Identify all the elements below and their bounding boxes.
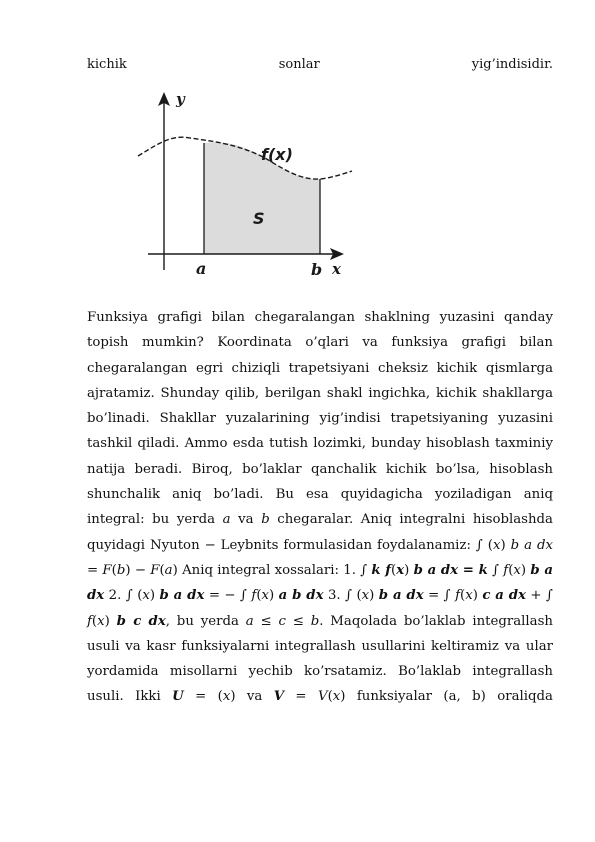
math-inequality: a ≤ c ≤ b	[245, 613, 320, 629]
math-expr: b a dx	[87, 562, 553, 604]
text-run: Funksiya grafigi bilan chegaralangan shaklning yuzasini qanday topish mumkin? Koordinata o’qlari va funksiya grafigi bilan chegaralangan egri chiziqli trapetsiyani cheksiz kichik qismlarga ajratamiz. Shunday qilib, berilgan shakl ingichka, kichik shakllarga bo’linadi. Shakllar yuzalarining yig’indisi trapetsiyaning yuzasini tashkil qiladi. Ammo esda tutish lozimki, bunday hisoblash taxminiy natija beradi. Biroq, bo’laklar qanchalik kichik bo’lsa, hisoblash shunchalik aniq bo’ladi. Bu esa quyidagicha yoziladigan aniq integral: bu yerda	[87, 310, 553, 528]
text-run: (	[159, 562, 165, 578]
text-run: )	[472, 588, 483, 604]
x-axis-label: x	[332, 260, 341, 278]
math-expr: c a dx	[482, 588, 526, 604]
b-label: b	[311, 260, 323, 279]
text-run: ) funksiyalar (a, b) oraliqda	[340, 689, 553, 705]
text-run: 3. ∫ (	[323, 588, 362, 604]
math-a: a	[222, 512, 231, 528]
math-x: x	[396, 562, 405, 578]
header-word-2: sonlar	[278, 57, 320, 72]
header-word-3: yig’indisidir.	[471, 57, 553, 72]
math-F: F	[150, 562, 160, 578]
text-run: )	[149, 588, 160, 604]
text-run: (	[327, 689, 333, 705]
integral-figure	[130, 88, 360, 284]
math-x: x	[332, 689, 341, 705]
math-expr: a b dx	[278, 588, 324, 604]
math-x: x	[465, 588, 473, 604]
math-f: f	[503, 562, 509, 578]
math-a: a	[164, 562, 173, 578]
math-kf: k f	[371, 562, 392, 578]
math-x: x	[142, 588, 150, 604]
text-run: ∫	[487, 562, 504, 578]
math-U: U	[172, 689, 184, 705]
text-run: chegaralar. Aniq integralni hisoblashda quyidagi Nyuton − Leybnits formulasidan foydalanamiz: ∫ (	[87, 512, 553, 553]
math-x: x	[261, 588, 270, 604]
function-label: f(x)	[261, 145, 293, 164]
integral-diagram	[130, 88, 360, 284]
math-x: x	[97, 613, 105, 629]
math-b: b	[261, 512, 270, 528]
text-run: )	[369, 588, 379, 604]
text-run: (	[256, 588, 262, 604]
text-run: (	[459, 588, 466, 604]
paragraph-text	[87, 305, 553, 710]
area-label: S	[253, 209, 265, 228]
math-expr: b c dx	[116, 613, 166, 629]
text-run: ) Aniq integral xossalari: 1. ∫	[172, 562, 372, 578]
text-run: + ∫	[525, 588, 553, 604]
math-x: x	[513, 562, 521, 578]
text-run: = ∫	[423, 588, 456, 604]
text-run: )	[104, 613, 117, 629]
text-run: (	[91, 613, 98, 629]
math-expr: b a dx = F	[87, 537, 553, 578]
a-label: a	[196, 259, 207, 278]
math-x: x	[361, 588, 370, 604]
math-V: V	[317, 689, 328, 705]
header-line	[87, 57, 553, 72]
body-paragraph	[87, 305, 553, 710]
text-run: (	[508, 562, 514, 578]
y-axis-label: y	[176, 90, 185, 108]
math-f: f	[455, 588, 460, 604]
text-run: . Maqolada bo’laklab integrallash usuli va kasr funksiyalarni integrallash usullarini keltiramiz va ular yordamida misollarni yechib ko’rsatamiz. Bo’laklab integrallash usuli. Ikki	[87, 613, 553, 705]
text-run: (	[111, 562, 117, 578]
text-run: )	[520, 562, 531, 578]
math-f: f	[251, 588, 257, 604]
text-run: = − ∫	[204, 588, 252, 604]
math-x: x	[492, 537, 501, 553]
math-b: b	[116, 562, 126, 578]
text-run: )	[500, 537, 511, 553]
text-run: )	[269, 588, 279, 604]
text-run: 2. ∫ (	[104, 588, 143, 604]
text-run: =	[284, 689, 318, 705]
math-f: f	[87, 613, 92, 629]
text-run: ) −	[125, 562, 151, 578]
text-run: = (	[183, 689, 223, 705]
text-run: , bu yerda	[165, 613, 246, 629]
math-expr: b a dx = k	[413, 562, 488, 578]
math-expr: b a dx	[159, 588, 205, 604]
math-x: x	[222, 689, 231, 705]
text-run: ) va	[230, 689, 274, 705]
math-V: V	[273, 689, 285, 705]
text-run: (	[391, 562, 397, 578]
text-run: )	[404, 562, 414, 578]
text-run: va	[230, 512, 262, 528]
math-expr: b a dx	[378, 588, 424, 604]
header-word-1: kichik	[87, 57, 127, 72]
